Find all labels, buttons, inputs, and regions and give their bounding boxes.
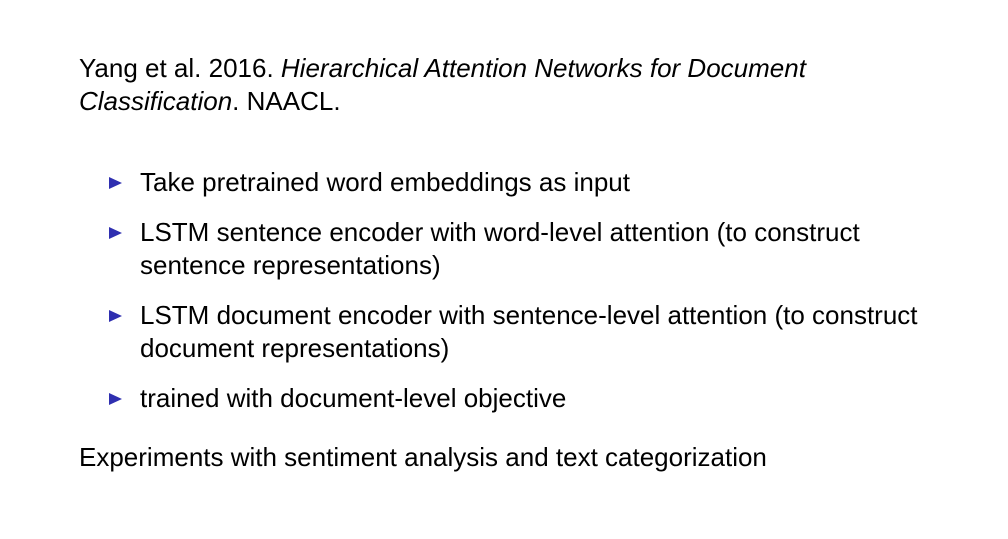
triangle-right-icon [109, 393, 122, 405]
triangle-right-icon [109, 310, 122, 322]
citation [79, 52, 939, 118]
bullet-text: trained with document-level objective [140, 383, 567, 413]
citation-venue: . NAACL. [232, 86, 341, 116]
experiments-note: Experiments with sentiment analysis and text categorization [79, 442, 767, 472]
bullet-item [105, 216, 925, 282]
bullet-list [105, 166, 925, 432]
bullet-item [105, 299, 925, 365]
triangle-right-icon [109, 177, 122, 189]
bullet-item [105, 382, 925, 415]
triangle-right-icon [109, 227, 122, 239]
bullet-item [105, 166, 925, 199]
bullet-text: LSTM sentence encoder with word-level attention (to construct sentence representations) [140, 217, 860, 280]
bullet-text: LSTM document encoder with sentence-level attention (to construct document representations) [140, 300, 918, 363]
bullet-text: Take pretrained word embeddings as input [140, 167, 630, 197]
citation-paper-title: Hierarchical Attention Networks for Document Classification [79, 53, 806, 116]
citation-authors-year: Yang et al. 2016. [79, 53, 274, 83]
